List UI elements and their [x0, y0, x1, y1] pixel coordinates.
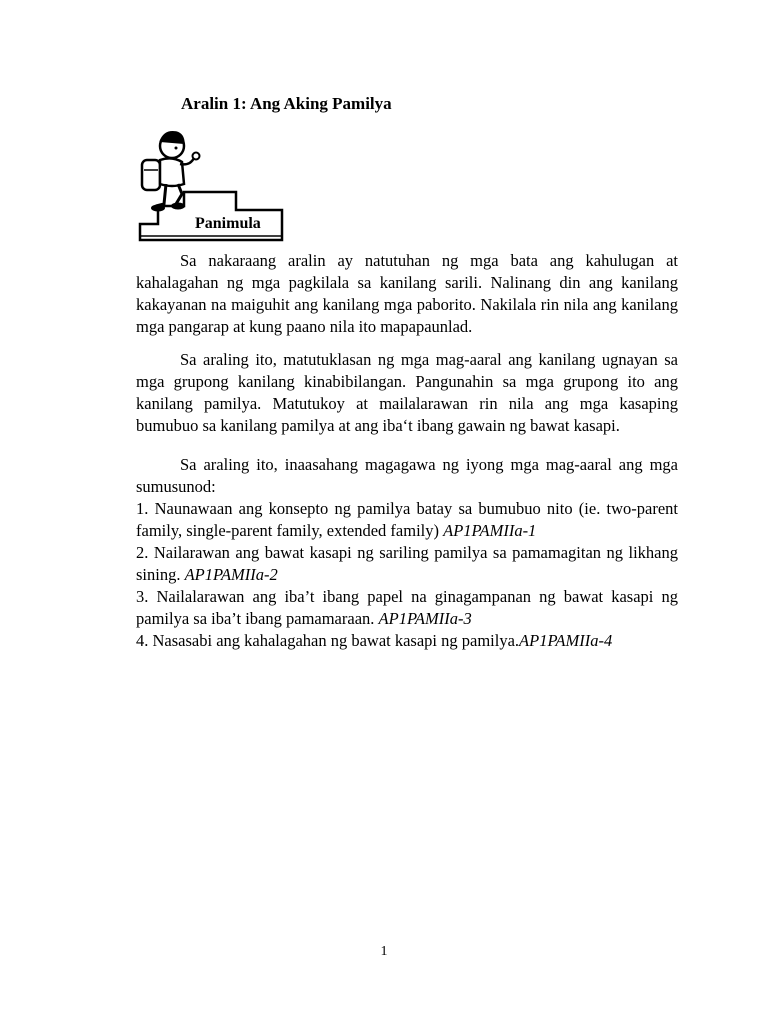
objective-item: 2. Nailarawan ang bawat kasapi ng sariling pamilya sa pamamagitan ng likhang sining. AP1PAMIIa-2 [136, 543, 678, 584]
competency-code: AP1PAMIIa-4 [519, 631, 613, 650]
intro-paragraph-1: Sa nakaraang aralin ay natutuhan ng mga bata ang kahulugan at kahalagahan ng mga pagkilala sa kanilang sarili. Nalinang din ang kanilang kakayanan na maiguhit ang kanilang mga paborito. Nakilala rin nila ang kanilang mga pangarap at kung paano nila ito mapapaunlad. [136, 251, 678, 336]
competency-code: AP1PAMIIa-2 [184, 565, 278, 584]
competency-code: AP1PAMIIa-3 [378, 609, 472, 628]
objective-item: 4. Nasasabi ang kahalagahan ng bawat kasapi ng pamilya.AP1PAMIIa-4 [136, 631, 613, 650]
objective-item: 3. Nailalarawan ang iba’t ibang papel na ginagampanan ng bawat kasapi ng pamilya sa iba’t ibang pamamaraan. AP1PAMIIa-3 [136, 587, 678, 628]
objective-item: 1. Naunawaan ang konsepto ng pamilya batay sa bumubuo nito (ie. two-parent family, single-parent family, extended family) AP1PAMIIa-1 [136, 499, 678, 540]
competency-code: AP1PAMIIa-1 [443, 521, 537, 540]
lesson-title: Aralin 1: Ang Aking Pamilya [181, 94, 392, 113]
section-label-panimula: Panimula [195, 215, 261, 232]
page-number: 1 [380, 944, 388, 959]
objectives-intro: Sa araling ito, inaasahang magagawa ng iyong mga mag-aaral ang mga sumusunod: [136, 455, 678, 496]
intro-paragraph-2: Sa araling ito, matutuklasan ng mga mag-aaral ang kanilang ugnayan sa mga grupong kanilang kinabibilangan. Pangunahin sa mga grupong ito ang kanilang pamilya. Matutukoy at mailalarawan rin nila ang mga kasaping bumubuo sa kanilang pamilya at ang iba‘t ibang gawain ng bawat kasapi. [136, 350, 678, 435]
